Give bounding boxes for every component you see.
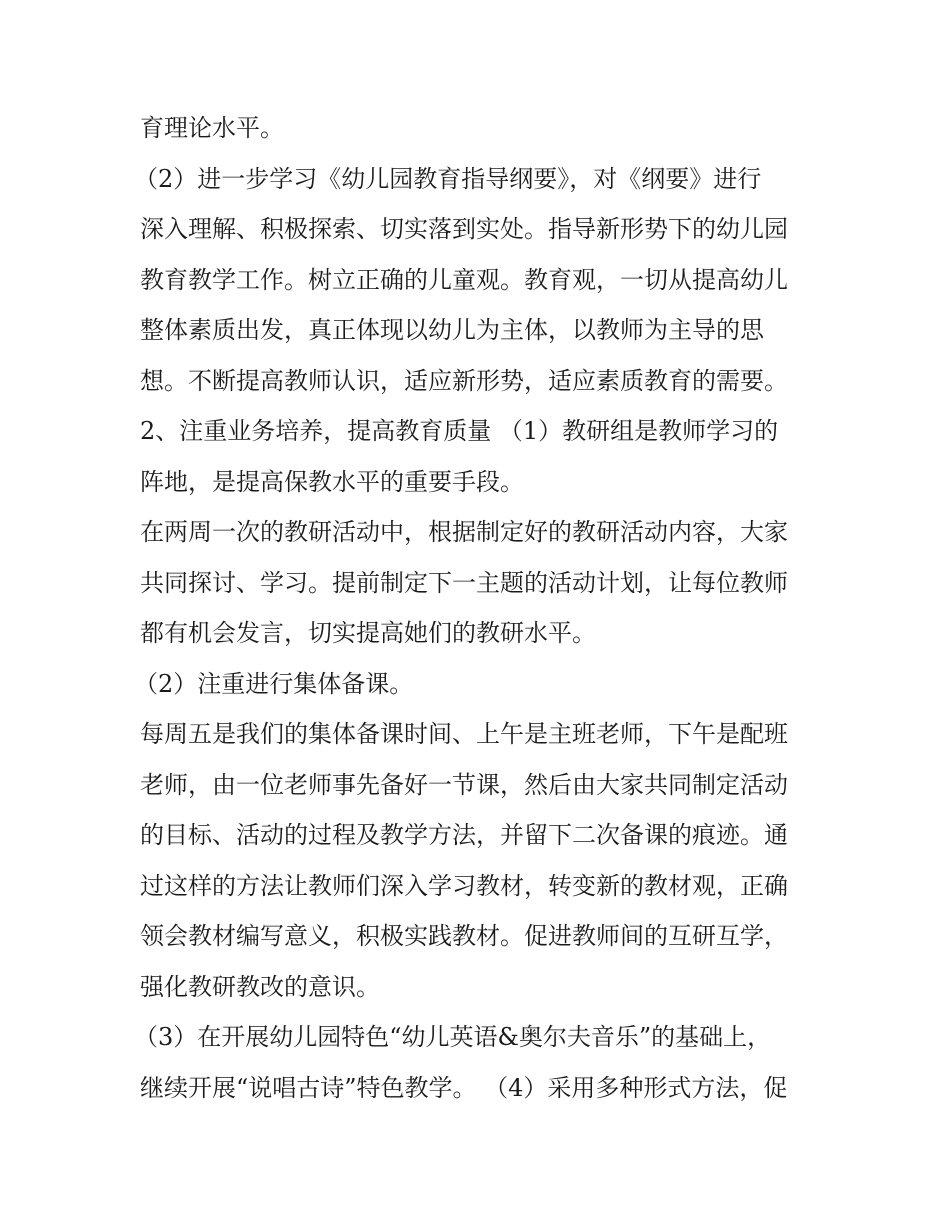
text-line: 育理论水平。: [140, 114, 284, 142]
text-line: 想。不断提高教师认识，适应新形势，适应素质教育的需要。: [140, 366, 788, 395]
body-text: [134, 108, 820, 1118]
text-line: 强化教研教改的意识。: [140, 972, 380, 1001]
text-line: 老师，由一位老师事先备好一节课，然后由大家共同制定活动: [140, 770, 788, 799]
text-line: 在两周一次的教研活动中，根据制定好的教研活动内容，大家: [140, 518, 788, 546]
text-line: 每周五是我们的集体备课时间、上午是主班老师，下午是配班: [140, 720, 788, 748]
text-line: （2）注重进行集体备课。: [134, 669, 414, 698]
text-line: 都有机会发言，切实提高她们的教研水平。: [140, 619, 596, 647]
text-line: 领会教材编写意义，积极实践教材。促进教师间的互研互学，: [140, 922, 788, 950]
text-line: 2、注重业务培养，提高教育质量 （1）教研组是教师学习的: [140, 417, 779, 445]
text-line: 共同探讨、学习。提前制定下一主题的活动计划，让每位教师: [140, 568, 788, 597]
text-line: 整体素质出发，真正体现以幼儿为主体，以教师为主导的思: [140, 316, 764, 344]
text-line: （3）在开展幼儿园特色“幼儿英语&奥尔夫音乐”的基础上，: [134, 1023, 772, 1051]
text-line: 阵地，是提高保教水平的重要手段。: [140, 467, 524, 496]
text-line: 过这样的方法让教师们深入学习教材，转变新的教材观，正确: [140, 871, 788, 900]
text-line: 的目标、活动的过程及教学方法，并留下二次备课的痕迹。通: [140, 821, 788, 849]
text-line: 继续开展“说唱古诗”特色教学。 （4）采用多种形式方法，促: [140, 1073, 788, 1102]
text-line: （2）进一步学习《幼儿园教育指导纲要》，对《纲要》进行: [134, 164, 762, 193]
text-line: 教育教学工作。树立正确的儿童观。教育观，一切从提高幼儿: [140, 265, 788, 294]
text-line: 深入理解、积极探索、切实落到实处。指导新形势下的幼儿园: [140, 215, 788, 243]
